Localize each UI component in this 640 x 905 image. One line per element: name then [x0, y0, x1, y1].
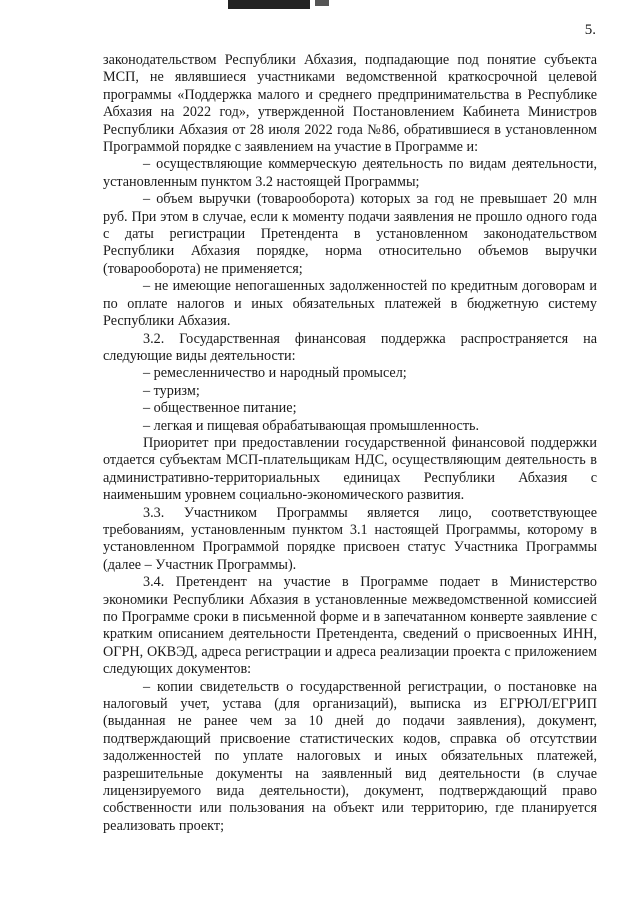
- document-body: [103, 52, 597, 835]
- scan-artifact: [228, 0, 310, 9]
- paragraph: 3.3. Участником Программы является лицо, соответствующее требованиям, установленным пунктом 3.1 настоящей Программы, которому в установленном Программой порядке присвоен статус Участника Программы (далее – Участник Программы).: [103, 504, 597, 573]
- paragraph: – легкая и пищевая обрабатывающая промышленность.: [143, 417, 480, 434]
- paragraph: 3.2. Государственная финансовая поддержка распространяется на следующие виды деятельности:: [103, 330, 597, 364]
- paragraph: – не имеющие непогашенных задолженностей по кредитным договорам и по оплате налогов и иных обязательных платежей в бюджетную систему Республики Абхазия.: [103, 278, 597, 330]
- paragraph: Приоритет при предоставлении государственной финансовой поддержки отдается субъектам МСП-плательщикам НДС, осуществляющим деятельность в административно-территориальных единицах Республики Абхазия с наименьшим уровнем социально-экономического развития.: [103, 434, 597, 504]
- paragraph: 3.4. Претендент на участие в Программе подает в Министерство экономики Республики Абхазия в установленные межведомственной комиссией по Программе сроки в письменной форме и в запечатанном конверте заявление с кратким описанием деятельности Претендента, сведений о присвоенных ИНН, ОГРН, ОКВЭД, адреса регистрации и адреса реализации проекта с приложением следующих документов:: [103, 574, 597, 678]
- paragraph: законодательством Республики Абхазия, подпадающие под понятие субъекта МСП, не являвшиеся участниками ведомственной краткосрочной целевой программы «Поддержка малого и среднего предпринимательства в Республике Абхазия на 2022 год», утвержденной Постановлением Кабинета Министров Республики Абхазия от 28 июля 2022 года №86, обратившиеся в установленном Программой порядке с заявлением на участие в Программе и:: [103, 52, 597, 156]
- paragraph: – туризм;: [143, 382, 200, 399]
- paragraph: – ремесленничество и народный промысел;: [143, 365, 407, 382]
- paragraph: – объем выручки (товарооборота) которых за год не превышает 20 млн руб. При этом в случае, если к моменту подачи заявления не прошло одного года с даты регистрации Претендента в установленном законодательством Республики Абхазия порядке, норма относительно объемов выручки (товарооборота) не применяется;: [103, 191, 597, 277]
- paragraph: – общественное питание;: [143, 400, 297, 417]
- page-number: 5.: [584, 22, 596, 38]
- paragraph: – копии свидетельств о государственной регистрации, о постановке на налоговый учет, устава (для организаций), выписка из ЕГРЮЛ/ЕГРИП (выданная не ранее чем за 10 дней до подачи заявления), документ, подтверждающий присвоение статистических кодов, справка об отсутствии задолженностей по уплате налоговых и иных обязательных платежей, разрешительные документы на заявленный вид деятельности (в случае лицензируемого вида деятельности), документ, подтверждающий право собственности или пользования на объект или территорию, где планируется реализовать проект;: [103, 678, 597, 834]
- paragraph: – осуществляющие коммерческую деятельность по видам деятельности, установленным пунктом 3.2 настоящей Программы;: [103, 156, 597, 190]
- scan-artifact: [315, 0, 329, 6]
